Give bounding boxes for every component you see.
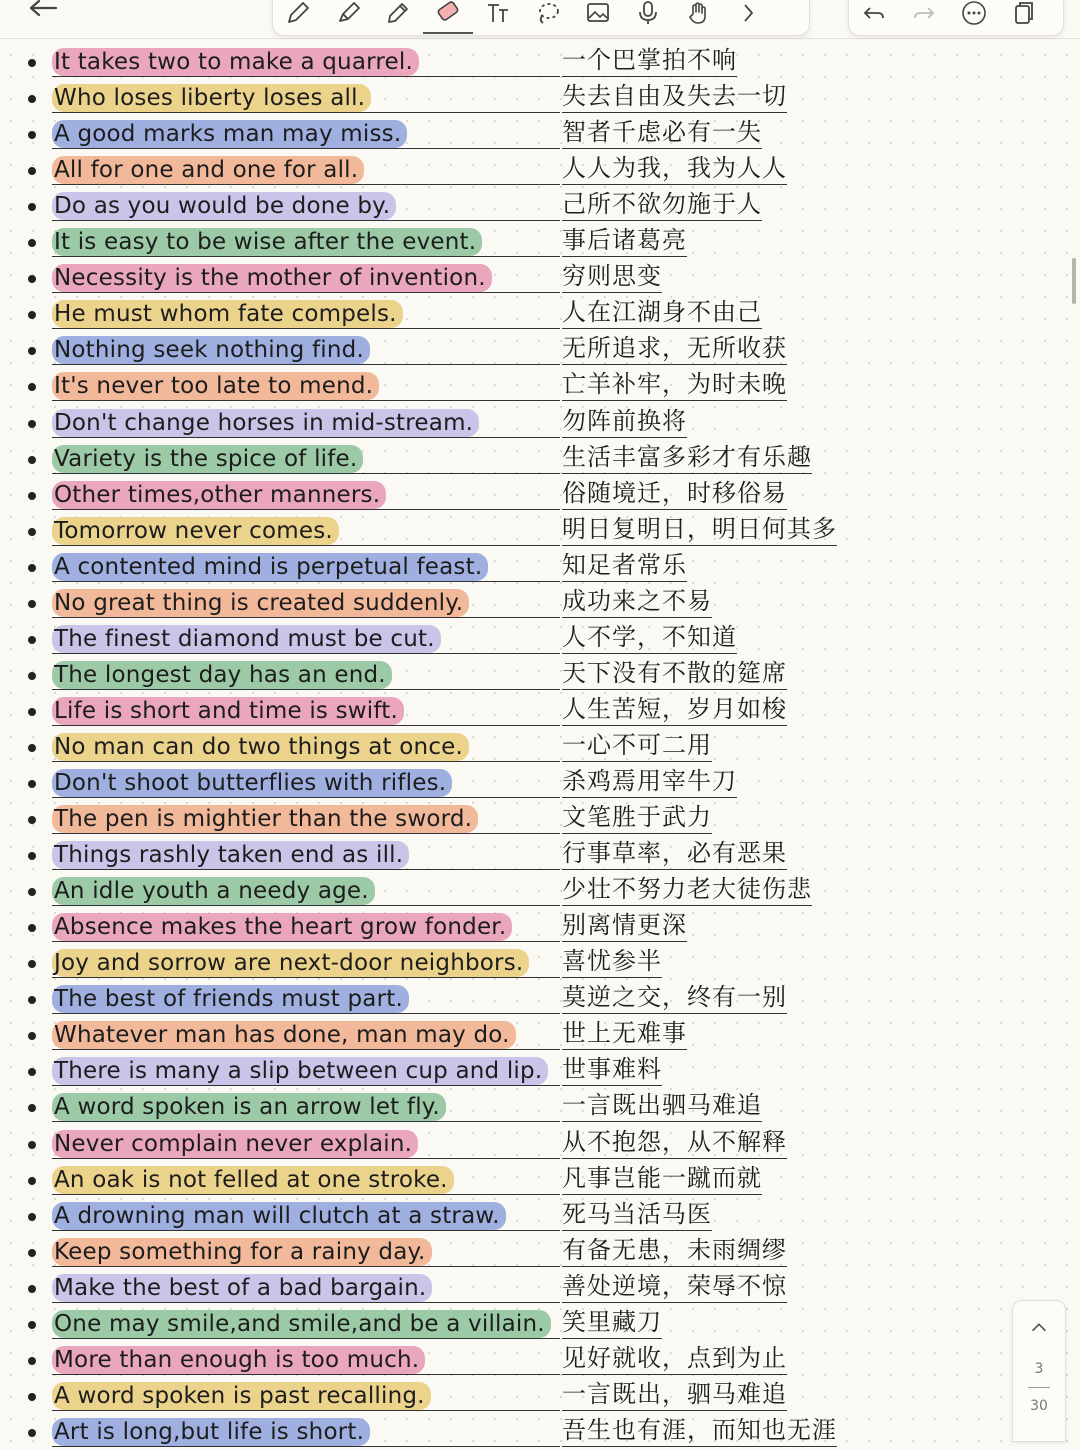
proverb-row [0, 332, 1080, 368]
eraser-icon[interactable] [423, 0, 473, 34]
arrow-left-icon[interactable] [26, 0, 60, 22]
bullet-point [28, 960, 36, 968]
english-proverb[interactable]: Who loses liberty loses all. [52, 84, 371, 112]
chinese-translation[interactable]: 善处逆境，荣辱不惊 [562, 1272, 787, 1303]
chinese-translation[interactable]: 俗随境迁，时移俗易 [562, 479, 787, 510]
english-underline [52, 623, 560, 654]
english-proverb[interactable]: Make the best of a bad bargain. [52, 1274, 432, 1302]
english-proverb[interactable]: Other times,other manners. [52, 481, 386, 509]
bullet-point [28, 780, 36, 788]
chinese-translation[interactable]: 无所追求，无所收获 [562, 334, 787, 365]
proverb-row [0, 1270, 1080, 1306]
chinese-translation[interactable]: 从不抱怨，从不解释 [562, 1128, 787, 1159]
english-underline [52, 118, 560, 149]
bullet-point [28, 1393, 36, 1401]
proverb-row [0, 1342, 1080, 1378]
proverb-row [0, 1089, 1080, 1125]
proverb-row [0, 441, 1080, 477]
proverb-row [0, 1234, 1080, 1270]
bullet-point [28, 1321, 36, 1329]
english-proverb[interactable]: An idle youth a needy age. [52, 877, 375, 905]
bullet-point [28, 744, 36, 752]
proverb-row [0, 260, 1080, 296]
bullet-point [28, 275, 36, 283]
english-underline [52, 659, 560, 690]
english-underline [52, 1128, 560, 1159]
document-tools [848, 0, 1064, 36]
bullet-point [28, 852, 36, 860]
lasso-icon[interactable] [523, 0, 573, 33]
bullet-point [28, 816, 36, 824]
proverb-row [0, 873, 1080, 909]
bullet-point [28, 59, 36, 67]
english-proverb[interactable]: Joy and sorrow are next-door neighbors. [52, 949, 529, 977]
pages-icon[interactable] [999, 0, 1049, 33]
chinese-translation[interactable]: 别离情更深 [562, 911, 687, 942]
bullet-point [28, 1177, 36, 1185]
undo-icon[interactable] [849, 0, 899, 33]
english-underline [52, 1308, 560, 1339]
proverb-row [0, 405, 1080, 441]
english-underline [52, 767, 560, 798]
english-underline [52, 226, 560, 257]
english-underline [52, 1164, 560, 1195]
pencil-icon[interactable] [373, 0, 423, 33]
chinese-translation[interactable]: 行事草率，必有恶果 [562, 839, 787, 870]
image-icon[interactable] [573, 0, 623, 33]
chinese-translation[interactable]: 喜忧参半 [562, 947, 662, 978]
proverb-row [0, 729, 1080, 765]
english-proverb[interactable]: Life is short and time is swift. [52, 697, 404, 725]
english-underline [52, 983, 560, 1014]
current-page-number: 3 [1034, 1361, 1044, 1377]
english-proverb[interactable]: All for one and one for all. [52, 156, 364, 184]
chinese-translation[interactable]: 文笔胜于武力 [562, 803, 712, 834]
english-underline [52, 839, 560, 870]
proverb-row [0, 1126, 1080, 1162]
proverb-row [0, 296, 1080, 332]
english-proverb[interactable]: It's never too late to mend. [52, 372, 379, 400]
english-proverb[interactable]: It is easy to be wise after the event. [52, 228, 482, 256]
english-underline [52, 82, 560, 113]
english-proverb[interactable]: A good marks man may miss. [52, 120, 407, 148]
proverb-row [0, 188, 1080, 224]
chevron-up-icon[interactable] [1028, 1317, 1050, 1339]
chinese-translation[interactable]: 人不学，不知道 [562, 623, 737, 654]
english-proverb[interactable]: A word spoken is past recalling. [52, 1382, 431, 1410]
english-proverb[interactable]: The pen is mightier than the sword. [52, 805, 478, 833]
bullet-point [28, 1104, 36, 1112]
chinese-translation[interactable]: 少壮不努力老大徒伤悲 [562, 875, 812, 906]
redo-icon[interactable] [899, 0, 949, 33]
english-proverb[interactable]: Variety is the spice of life. [52, 445, 363, 473]
chinese-translation[interactable]: 有备无患，未雨绸缪 [562, 1236, 787, 1267]
proverb-row [0, 1017, 1080, 1053]
proverb-row [0, 1378, 1080, 1414]
english-proverb[interactable]: Keep something for a rainy day. [52, 1238, 432, 1266]
english-underline [52, 154, 560, 185]
bullet-point [28, 456, 36, 464]
english-underline [52, 731, 560, 762]
english-proverb[interactable]: There is many a slip between cup and lip. [52, 1057, 548, 1085]
english-proverb[interactable]: The longest day has an end. [52, 661, 392, 689]
english-proverb[interactable]: More than enough is too much. [52, 1346, 425, 1374]
proverb-row [0, 1306, 1080, 1342]
bullet-point [28, 167, 36, 175]
chinese-translation[interactable]: 一个巴掌拍不响 [562, 46, 737, 77]
chinese-translation[interactable]: 人人为我，我为人人 [562, 154, 787, 185]
english-underline [52, 407, 560, 438]
bullet-point [28, 95, 36, 103]
proverb-row [0, 621, 1080, 657]
proverb-row [0, 1162, 1080, 1198]
english-proverb[interactable]: Art is long,but life is short. [52, 1418, 370, 1446]
english-proverb[interactable]: A word spoken is an arrow let fly. [52, 1093, 446, 1121]
bullet-point [28, 528, 36, 536]
bullet-point [28, 383, 36, 391]
proverb-row [0, 981, 1080, 1017]
english-proverb[interactable]: A drowning man will clutch at a straw. [52, 1202, 506, 1230]
bullet-point [28, 492, 36, 500]
bullet-point [28, 708, 36, 716]
english-underline [52, 1344, 560, 1375]
proverb-row [0, 80, 1080, 116]
page-divider [1028, 1387, 1050, 1388]
highlighter-icon[interactable] [323, 0, 373, 33]
english-proverb[interactable]: Nothing seek nothing find. [52, 336, 370, 364]
english-underline [52, 587, 560, 618]
bullet-point [28, 239, 36, 247]
bullet-point [28, 420, 36, 428]
english-proverb[interactable]: Absence makes the heart grow fonder. [52, 913, 512, 941]
bullet-point [28, 600, 36, 608]
english-underline [52, 443, 560, 474]
chevron-right-icon[interactable] [723, 0, 773, 33]
chinese-translation[interactable]: 杀鸡焉用宰牛刀 [562, 767, 737, 798]
bullet-point [28, 924, 36, 932]
chinese-translation[interactable]: 穷则思变 [562, 262, 662, 293]
chinese-translation[interactable]: 世上无难事 [562, 1019, 687, 1050]
english-proverb[interactable]: The finest diamond must be cut. [52, 625, 441, 653]
proverb-row [0, 585, 1080, 621]
proverb-row [0, 1053, 1080, 1089]
english-underline [52, 370, 560, 401]
pen-icon[interactable] [273, 0, 323, 33]
english-proverb[interactable]: No man can do two things at once. [52, 733, 469, 761]
english-proverb[interactable]: It takes two to make a quarrel. [52, 48, 419, 76]
english-underline [52, 947, 560, 978]
bullet-point [28, 996, 36, 1004]
chinese-translation[interactable]: 一心不可二用 [562, 731, 712, 762]
proverb-row [0, 368, 1080, 404]
english-proverb[interactable]: He must whom fate compels. [52, 300, 403, 328]
bullet-point [28, 888, 36, 896]
microphone-icon[interactable] [623, 0, 673, 33]
proverb-row [0, 909, 1080, 945]
english-underline [52, 1236, 560, 1267]
english-proverb[interactable]: A contented mind is perpetual feast. [52, 553, 488, 581]
english-proverb[interactable]: Necessity is the mother of invention. [52, 264, 492, 292]
chinese-translation[interactable]: 一言既出，驷马难追 [562, 1380, 787, 1411]
bullet-point [28, 672, 36, 680]
proverb-row [0, 801, 1080, 837]
english-proverb[interactable]: Whatever man has done, man may do. [52, 1021, 516, 1049]
chinese-translation[interactable]: 天下没有不散的筵席 [562, 659, 787, 690]
bullet-point [28, 564, 36, 572]
proverb-row [0, 152, 1080, 188]
chinese-translation[interactable]: 世事难料 [562, 1055, 662, 1086]
chinese-translation[interactable]: 己所不欲勿施于人 [562, 190, 762, 221]
english-underline [52, 803, 560, 834]
english-underline [52, 515, 560, 546]
english-underline [52, 1019, 560, 1050]
proverb-row [0, 116, 1080, 152]
bullet-point [28, 1249, 36, 1257]
proverb-row [0, 693, 1080, 729]
chinese-translation[interactable]: 人在江湖身不由己 [562, 298, 762, 329]
hand-icon[interactable] [673, 0, 723, 33]
proverb-row [0, 513, 1080, 549]
english-underline [52, 1272, 560, 1303]
chinese-translation[interactable]: 吾生也有涯，而知也无涯 [562, 1416, 837, 1447]
chinese-translation[interactable]: 明日复明日，明日何其多 [562, 515, 837, 546]
proverb-row [0, 837, 1080, 873]
chinese-translation[interactable]: 莫逆之交，终有一别 [562, 983, 787, 1014]
chinese-translation[interactable]: 生活丰富多彩才有乐趣 [562, 443, 812, 474]
english-underline [52, 1055, 560, 1086]
text-icon[interactable] [473, 0, 523, 33]
bullet-point [28, 1285, 36, 1293]
chinese-translation[interactable]: 一言既出驷马难追 [562, 1091, 762, 1122]
proverb-row [0, 1198, 1080, 1234]
english-underline [52, 1091, 560, 1122]
top-toolbar [0, 0, 1080, 39]
more-icon[interactable] [949, 0, 999, 33]
english-proverb[interactable]: An oak is not felled at one stroke. [52, 1166, 454, 1194]
bullet-point [28, 1429, 36, 1437]
english-underline [52, 190, 560, 221]
proverb-row [0, 44, 1080, 80]
english-underline [52, 479, 560, 510]
english-underline [52, 1380, 560, 1411]
english-underline [52, 695, 560, 726]
chinese-translation[interactable]: 成功来之不易 [562, 587, 712, 618]
chinese-translation[interactable]: 亡羊补牢，为时未晚 [562, 370, 787, 401]
bullet-point [28, 131, 36, 139]
english-proverb[interactable]: The best of friends must part. [52, 985, 409, 1013]
chinese-translation[interactable]: 人生苦短，岁月如梭 [562, 695, 787, 726]
total-page-count: 30 [1030, 1398, 1048, 1414]
english-underline [52, 875, 560, 906]
proverb-row [0, 224, 1080, 260]
english-proverb[interactable]: Don't change horses in mid-stream. [52, 409, 479, 437]
proverb-row [0, 765, 1080, 801]
drawing-tools [272, 0, 810, 36]
chinese-translation[interactable]: 笑里藏刀 [562, 1308, 662, 1339]
english-proverb[interactable]: One may smile,and smile,and be a villain. [52, 1310, 551, 1338]
chinese-translation[interactable]: 失去自由及失去一切 [562, 82, 787, 113]
bullet-point [28, 347, 36, 355]
english-underline [52, 334, 560, 365]
bullet-point [28, 203, 36, 211]
english-proverb[interactable]: Do as you would be done by. [52, 192, 396, 220]
chinese-translation[interactable]: 勿阵前换将 [562, 407, 687, 438]
english-proverb[interactable]: No great thing is created suddenly. [52, 589, 469, 617]
bullet-point [28, 311, 36, 319]
english-underline [52, 262, 560, 293]
english-underline [52, 46, 560, 77]
chinese-translation[interactable]: 智者千虑必有一失 [562, 118, 762, 149]
bullet-point [28, 1357, 36, 1365]
bullet-point [28, 1032, 36, 1040]
english-underline [52, 298, 560, 329]
chinese-translation[interactable]: 死马当活马医 [562, 1200, 712, 1231]
proverb-row [0, 657, 1080, 693]
english-underline [52, 1200, 560, 1231]
english-proverb[interactable]: Things rashly taken end as ill. [52, 841, 409, 869]
proverb-row [0, 477, 1080, 513]
english-underline [52, 1416, 560, 1447]
english-proverb[interactable]: Tomorrow never comes. [52, 517, 339, 545]
page-navigator [1012, 1300, 1066, 1442]
proverb-row [0, 549, 1080, 585]
chinese-translation[interactable]: 知足者常乐 [562, 551, 687, 582]
english-proverb[interactable]: Don't shoot butterflies with rifles. [52, 769, 452, 797]
proverb-row [0, 1414, 1080, 1450]
chinese-translation[interactable]: 凡事岂能一蹴而就 [562, 1164, 762, 1195]
english-proverb[interactable]: Never complain never explain. [52, 1130, 418, 1158]
chinese-translation[interactable]: 事后诸葛亮 [562, 226, 687, 257]
bullet-point [28, 1141, 36, 1149]
proverb-row [0, 945, 1080, 981]
chinese-translation[interactable]: 见好就收，点到为止 [562, 1344, 787, 1375]
bullet-point [28, 1068, 36, 1076]
english-underline [52, 911, 560, 942]
english-underline [52, 551, 560, 582]
bullet-point [28, 1213, 36, 1221]
bullet-point [28, 636, 36, 644]
